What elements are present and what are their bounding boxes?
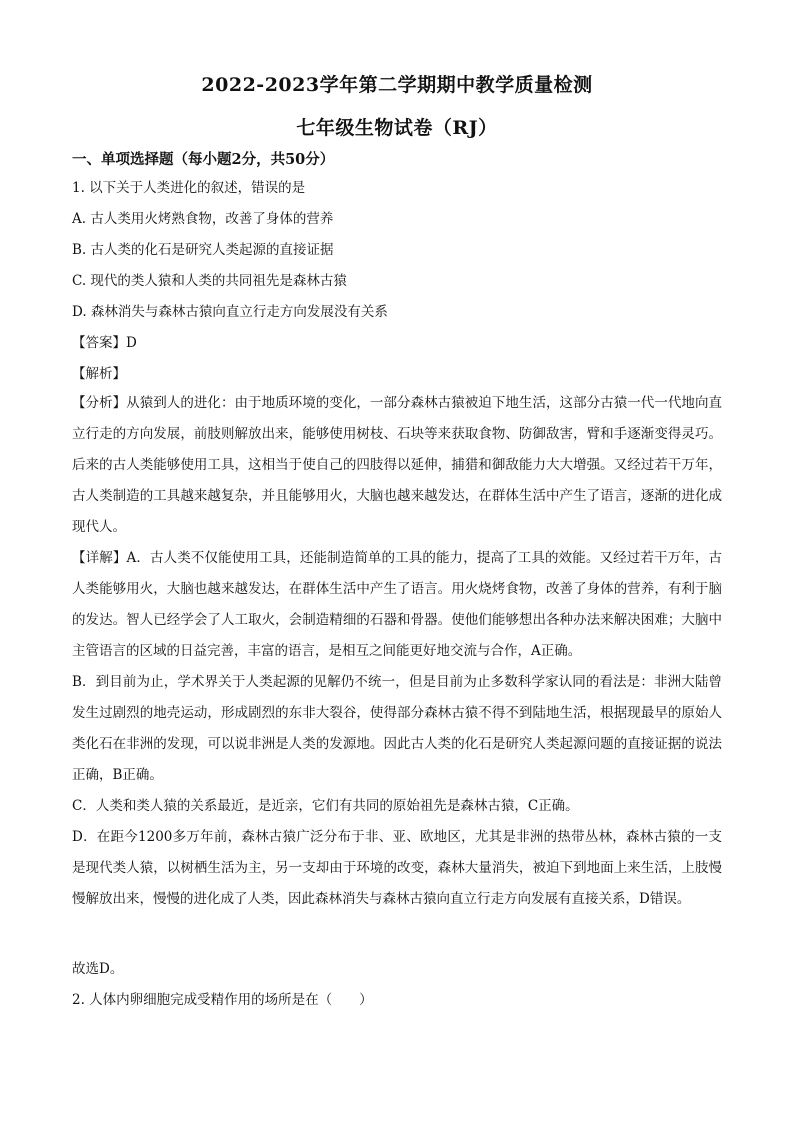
- question-1-option-c: C. 现代的类人猿和人类的共同祖先是森林古猿: [72, 273, 347, 289]
- question-1-option-b: B. 古人类的化石是研究人类起源的直接证据: [72, 242, 334, 258]
- question-1-option-a: A. 古人类用火烤熟食物，改善了身体的营养: [72, 211, 334, 227]
- question-1-stem: 1. 以下关于人类进化的叙述，错误的是: [72, 180, 306, 196]
- question-1-answer: 【答案】D: [72, 335, 137, 351]
- question-1-conclusion: 故选D。: [72, 961, 124, 977]
- question-2-stem: 2. 人体内卵细胞完成受精作用的场所是在（ ）: [72, 992, 373, 1008]
- question-1-option-d: D. 森林消失与森林古猿向直立行走方向发展没有关系: [72, 304, 388, 320]
- question-1-fenxi: 【分析】从猿到人的进化：由于地质环境的变化，一部分森林古猿被迫下地生活，这部分古猿一代一代地向直立行走的方向发展，前肢则解放出来，能够使用树枝、石块等来获取食物、防御敌害，臂和手逐渐变得灵巧。后来的古人类能够使用工具，这相当于使自己的四肢得以延伸，捕猎和御敌能力大大增强。又经过若干万年，古人类制造的工具越来越复杂，并且能够用火，大脑也越来越发达，在群体生活中产生了语言，逐渐的进化成现代人。: [72, 395, 722, 535]
- exam-title: 2022-2023学年第二学期期中教学质量检测: [201, 74, 593, 96]
- question-1-detail-c: C．人类和类人猿的关系最近，是近亲，它们有共同的原始祖先是森林古猿，C正确。: [72, 798, 579, 814]
- question-1-detail-d: D．在距今1200多万年前，森林古猿广泛分布于非、亚、欧地区，尤其是非洲的热带丛林，森林古猿的一支是现代类人猿，以树栖生活为主，另一支却由于环境的改变，森林大量消失，被迫下到地面上来生活，上肢慢慢解放出来，慢慢的进化成了人类，因此森林消失与森林古猿向直立行走方向发展有直接关系，D错误。: [72, 829, 722, 907]
- question-1-detail-b: B．到目前为止，学术界关于人类起源的见解仍不统一，但是目前为止多数科学家认同的看法是：非洲大陆曾发生过剧烈的地壳运动，形成剧烈的东非大裂谷，使得部分森林古猿不得不到陆地生活，根据现最早的原始人类化石在非洲的发现，可以说非洲是人类的发源地。因此古人类的化石是研究人类起源问题的直接证据的说法正确，B正确。: [72, 674, 722, 783]
- question-1-detail-a: 【详解】A．古人类不仅能使用工具，还能制造简单的工具的能力，提高了工具的效能。又经过若干万年，古人类能够用火，大脑也越来越发达，在群体生活中产生了语言。用火烧烤食物，改善了身体的营养，有利于脑的发达。智人已经学会了人工取火，会制造精细的石器和骨器。使他们能够想出各种办法来解决困难；大脑中主管语言的区域的日益完善，丰富的语言，是相互之间能更好地交流与合作，A正确。: [72, 550, 722, 659]
- section-heading: 一、单项选择题（每小题2分，共50分）: [72, 151, 335, 168]
- exam-subtitle: 七年级生物试卷（RJ）: [296, 117, 498, 139]
- question-1-analysis-label: 【解析】: [72, 366, 126, 382]
